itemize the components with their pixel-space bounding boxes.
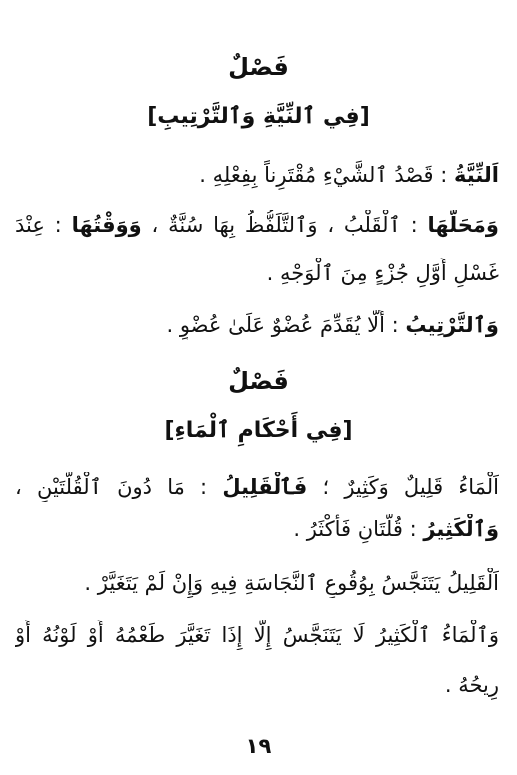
definition-line-order bbox=[15, 310, 499, 340]
definition-text: : أَلَّا يُقَدِّمَ عُضْوٌ عَلَىٰ عُضْوٍ . bbox=[166, 313, 406, 337]
definition-text: : قَصْدُ ٱلشَّيْءِ مُقْتَرِناً بِفِعْلِهِ . bbox=[199, 163, 455, 187]
rule-line-water-types bbox=[15, 472, 499, 502]
definition-line-intention bbox=[15, 160, 499, 190]
definition-text: : عِنْدَ bbox=[15, 213, 72, 237]
definition-line-place-time bbox=[15, 210, 499, 240]
rule-line-smell bbox=[15, 670, 499, 700]
term-order: وَٱلتَّرْتِيبُ bbox=[405, 313, 499, 337]
rule-text: : قُلَّتَانِ فَأَكْثَرُ . bbox=[293, 517, 424, 541]
definition-text: : ٱلْقَلْبُ ، وَٱلتَّلَفُّظُ بِهَا سُنَّةٌ ، bbox=[141, 213, 428, 237]
rule-text: رِيحُهُ . bbox=[444, 673, 499, 697]
section-subtitle-water-rulings: [فِي أَحْكَامِ ٱلْمَاءِ] bbox=[164, 418, 353, 443]
rule-text: وَٱلْمَاءُ ٱلْكَثِيرُ لَا يَتَنَجَّسُ إِلَّا إِذَا تَغَيَّرَ طَعْمُهُ أَوْ لَوْنُهُ أَوْ bbox=[15, 623, 499, 647]
definition-line-continuation bbox=[15, 258, 499, 288]
rule-line-much-impure bbox=[15, 620, 499, 650]
term-little: فَٱلْقَلِيلُ bbox=[222, 475, 308, 499]
page-number: ١٩ bbox=[245, 734, 272, 758]
term-place: وَمَحَلُّهَا bbox=[427, 213, 499, 237]
section-heading-1: فَصْلٌ bbox=[228, 53, 289, 81]
rule-text: اَلْقَلِيلُ يَتَنَجَّسُ بِوُقُوعِ ٱلنَّجَاسَةِ فِيهِ وَإِنْ لَمْ يَتَغَيَّرْ . bbox=[84, 571, 499, 595]
rule-text: اَلْمَاءُ قَلِيلٌ وَكَثِيرٌ ؛ bbox=[307, 475, 499, 499]
definition-text: غَسْلِ أَوَّلِ جُزْءٍ مِنَ ٱلْوَجْهِ . bbox=[266, 261, 499, 285]
term-much: وَٱلْكَثِيرُ bbox=[423, 517, 499, 541]
rule-line-much bbox=[15, 514, 499, 544]
section-heading-2: فَصْلٌ bbox=[228, 367, 289, 395]
rule-text: : مَا دُونَ ٱلْقُلَّتَيْنِ ، bbox=[15, 475, 223, 499]
term-intention: اَلنِّيَّةُ bbox=[454, 163, 499, 187]
rule-line-little-impure bbox=[15, 568, 499, 598]
term-time: وَوَقْتُهَا bbox=[71, 213, 142, 237]
section-subtitle-intention-order: [فِي ٱلنِّيَّةِ وَٱلتَّرْتِيبِ] bbox=[147, 104, 370, 129]
